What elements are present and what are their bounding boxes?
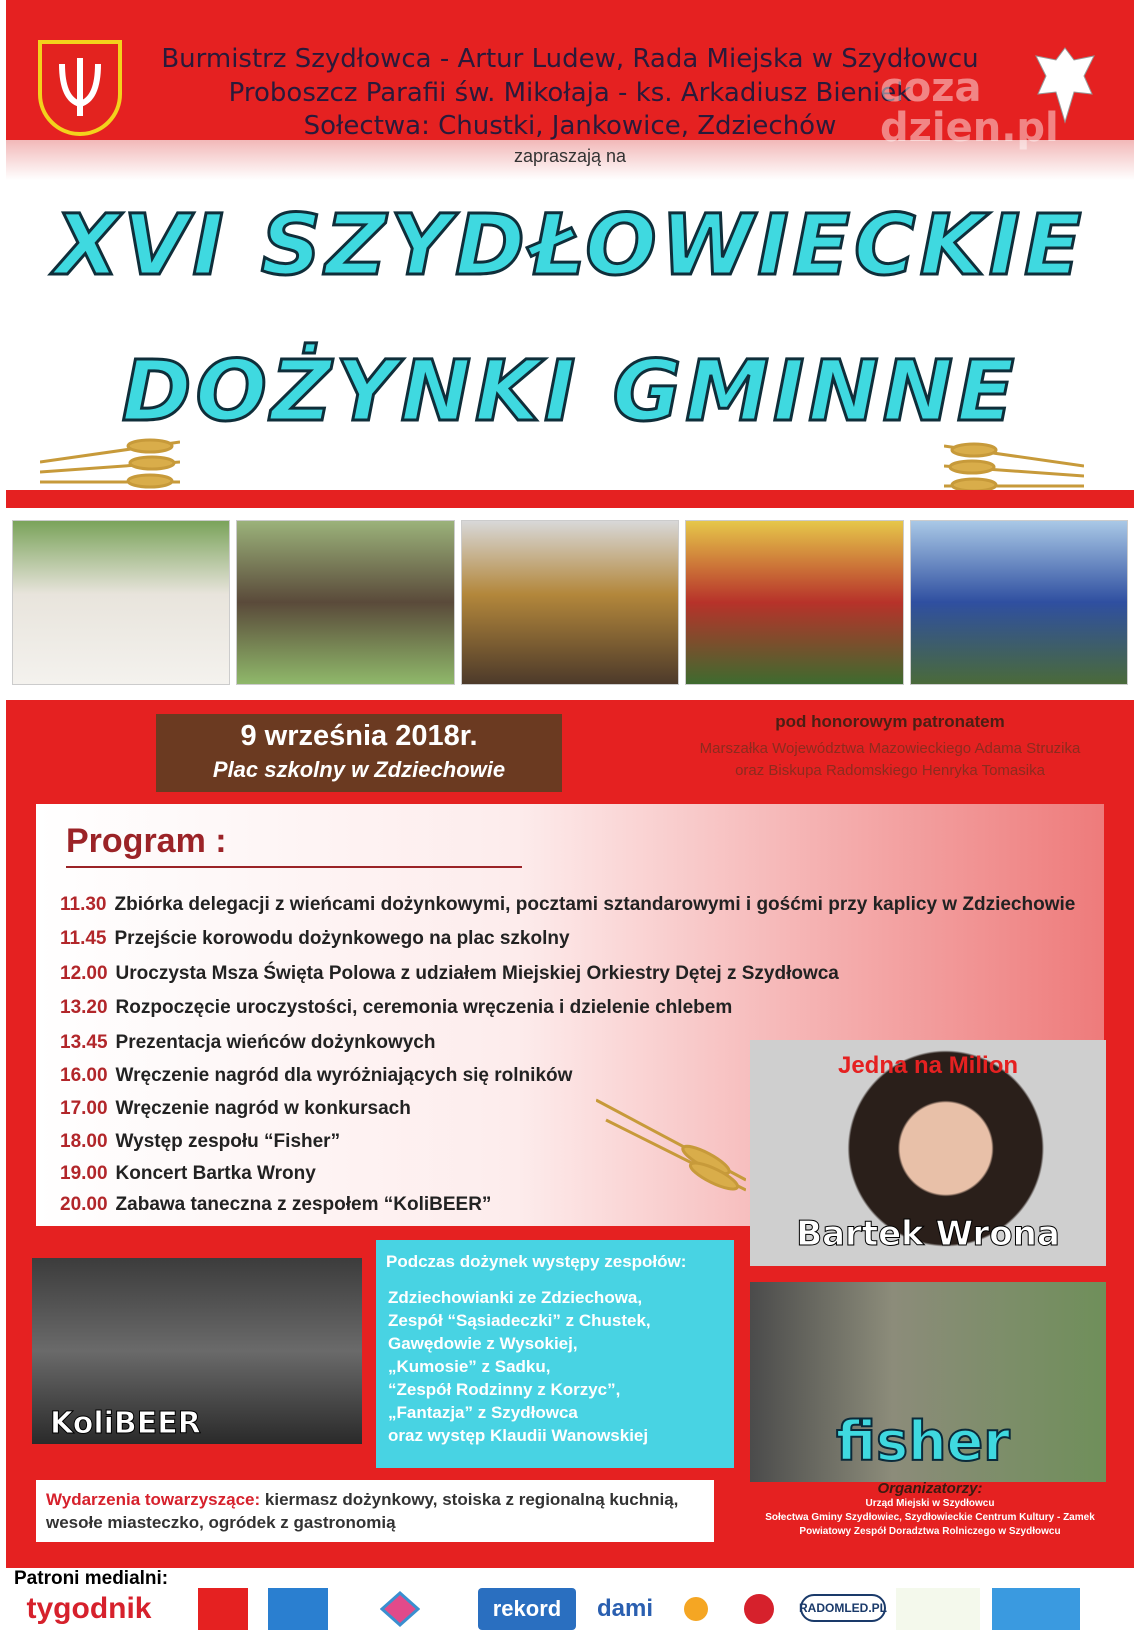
fisher-name: fisher <box>836 1410 1010 1473</box>
organizers-line-1: Urząd Miejski w Szydłowcu <box>865 1498 995 1509</box>
program-item <box>60 963 839 985</box>
logo-cozadzien-icon <box>668 1588 724 1630</box>
photo-stage-duo <box>461 520 679 685</box>
bands-box <box>376 1240 734 1468</box>
band-line: oraz występ Klaudii Wanowskiej <box>388 1426 649 1445</box>
logo-dami: dami <box>596 1595 653 1622</box>
program-time: 11.30 <box>60 894 107 915</box>
photo-folk-band <box>236 520 454 685</box>
watermark <box>880 65 1059 151</box>
program-time: 20.00 <box>60 1194 108 1215</box>
logo-echo <box>268 1588 328 1630</box>
logo-rekord: rekord <box>478 1588 576 1630</box>
patronage <box>660 712 1120 782</box>
logo-reklama-na-wierze <box>992 1588 1080 1630</box>
header-line-3: Sołectwa: Chustki, Jankowice, Zdziechów <box>303 111 837 141</box>
side-events-box <box>36 1480 714 1542</box>
side-events-label: Wydarzenia towarzyszące: <box>46 1490 261 1509</box>
program-text: Prezentacja wieńców dożynkowych <box>115 1032 436 1053</box>
organizers-line-2: Sołectwa Gminy Szydłowiec, Szydłowieckie Centrum Kultury - Zamek <box>765 1512 1095 1523</box>
title-line-2: DOŻYNKI GMINNE <box>121 342 1019 440</box>
patronage-line-2: oraz Biskupa Radomskiego Henryka Tomasika <box>735 762 1045 779</box>
bartek-name: Bartek Wrona <box>796 1214 1060 1254</box>
band-line: Gawędowie z Wysokiej, <box>388 1334 578 1353</box>
band-line: Zdziechowianki ze Zdziechowa, <box>388 1288 643 1307</box>
band-line: “Zespół Rodzinny z Korzyc”, <box>388 1380 621 1399</box>
program-text: Występ zespołu “Fisher” <box>115 1131 341 1152</box>
organizers-line-3: Powiatowy Zespół Doradztwa Rolniczego w Szydłowcu <box>799 1526 1061 1537</box>
side-events-text: kiermasz dożynkowy, stoiska z regionalną kuchnią, wesołe miasteczko, ogródek z gastronomią <box>46 1490 679 1532</box>
logo-tygodnik: tygodnik <box>26 1592 152 1625</box>
logo-nasz-szydlowiec <box>198 1588 248 1630</box>
organizers <box>740 1480 1120 1539</box>
program-text: Uroczysta Msza Święta Polowa z udziałem Miejskiej Orkiestry Dętej z Szydłowca <box>115 963 839 984</box>
logo-7dni-icon <box>736 1588 782 1630</box>
program-text: Rozpoczęcie uroczystości, ceremonia wręczenia i dzielenie chlebem <box>115 997 733 1018</box>
kolibeer-name: KoliBEER <box>50 1406 201 1441</box>
program-time: 18.00 <box>60 1131 108 1152</box>
band-line: Zespół “Sąsiadeczki” z Chustek, <box>388 1311 651 1330</box>
event-date: 9 września 2018r. <box>240 720 478 752</box>
bartek-tagline: Jedna na Milion <box>837 1052 1019 1079</box>
patronage-line-1: Marszałka Województwa Mazowieckiego Adama Struzika <box>699 740 1081 757</box>
program-item <box>60 1131 340 1153</box>
invite-text: zapraszają na <box>513 146 627 166</box>
program-title-rule <box>66 866 522 868</box>
program-text: Zbiórka delegacji z wieńcami dożynkowymi, pocztami sztandarowymi i gośćmi przy kaplicy w Zdziechowie <box>114 894 1076 915</box>
program-text: Przejście korowodu dożynkowego na plac szkolny <box>114 928 570 949</box>
program-title: Program : <box>66 822 227 860</box>
program-time: 19.00 <box>60 1163 108 1184</box>
photo-choir-women <box>12 520 230 685</box>
wheat-program-icon <box>596 1090 746 1200</box>
photo-folk-group <box>685 520 903 685</box>
program-time: 13.45 <box>60 1032 108 1053</box>
bands-heading: Podczas dożynek występy zespołów: <box>386 1252 687 1271</box>
band-line: „Fantazja” z Szydłowca <box>388 1403 578 1422</box>
program-item <box>60 1065 572 1087</box>
logo-radomled: RADOMLED.PL <box>800 1594 886 1622</box>
program-text: Wręczenie nagród w konkursach <box>115 1098 411 1119</box>
watermark-bottom: dzien.pl <box>880 105 1059 151</box>
program-time: 12.00 <box>60 963 108 984</box>
program-text: Zabawa taneczna z zespołem “KoliBEER” <box>115 1194 492 1215</box>
watermark-top: coza <box>880 65 982 111</box>
header-line-1: Burmistrz Szydłowca - Artur Ludew, Rada Miejska w Szydłowcu <box>161 44 979 74</box>
program-time: 11.45 <box>60 928 107 949</box>
program-text: Wręczenie nagród dla wyróżniających się rolników <box>115 1065 573 1086</box>
program-item <box>60 1163 316 1185</box>
wheat-right-icon <box>944 436 1084 496</box>
organizers-heading: Organizatorzy: <box>877 1480 983 1497</box>
band-line: „Kumosie” z Sadku, <box>388 1357 551 1376</box>
title-line-1: XVI SZYDŁOWIECKIE <box>54 196 1086 294</box>
photo-strip <box>12 520 1128 685</box>
patronage-heading: pod honorowym patronatem <box>775 712 1005 731</box>
program-time: 13.20 <box>60 997 108 1018</box>
program-text: Koncert Bartka Wrony <box>115 1163 316 1184</box>
program-item <box>60 1032 435 1054</box>
program-time: 16.00 <box>60 1065 108 1086</box>
title-red-rule <box>6 490 1134 508</box>
date-box <box>156 714 562 792</box>
program-item <box>60 928 570 950</box>
program-item <box>60 1098 411 1120</box>
program-item <box>60 997 732 1019</box>
wheat-left-icon <box>40 432 180 492</box>
logo-reklama-w-windach <box>896 1588 980 1630</box>
header-line-2: Proboszcz Parafii św. Mikołaja - ks. Arkadiusz Bieniek <box>228 78 912 108</box>
photo-blue-costumes <box>910 520 1128 685</box>
media-patrons-label: Patroni medialni: <box>14 1568 169 1589</box>
program-time: 17.00 <box>60 1098 108 1119</box>
program-item <box>60 894 1075 916</box>
program-item <box>60 1194 491 1216</box>
logo-radomska-grupa <box>360 1588 440 1630</box>
event-place: Plac szkolny w Zdziechowie <box>212 757 506 782</box>
